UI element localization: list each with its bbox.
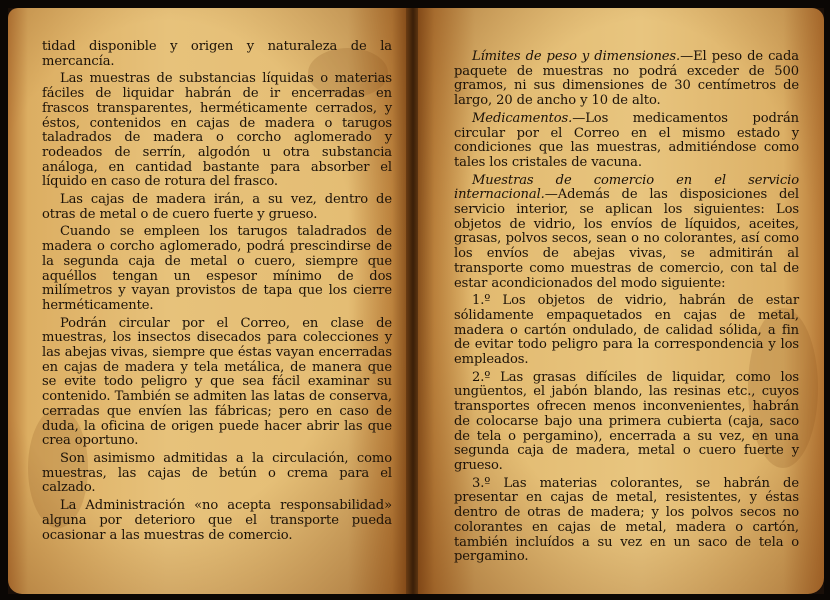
section-medicamentos	[454, 112, 799, 171]
paragraph: Cuando se empleen los tarugos taladrados de madera o corcho aglomerado, podrá prescindirse de la segunda caja de metal o cuero, siempre que aquéllos tengan un espesor mínimo de dos milímetros y vayan provistos de tapa que los cierre herméticamente.	[42, 224, 392, 313]
paragraph: tidad disponible y origen y naturaleza de la mercancía.	[42, 39, 392, 69]
right-page	[418, 8, 824, 594]
list-item: 2.º Las grasas difíciles de liquidar, como los ungüentos, el jabón blando, las resinas etc., cuyos transportes ofrecen menos inconvenientes, habrán de colocarse bajo una primera cubierta (caja, saco de tela o pergamino), encerrada a su vez, en una segunda caja de madera, metal o cuero fuerte y grueso.	[454, 369, 799, 473]
list-item: 3.º Las materias colorantes, se habrán de presentar en cajas de metal, resistentes, y éstas dentro de otras de madera; y los polvos secos no colorantes en cajas de metal, madera o cartón, también incluídos a su vez en un saco de tela o pergamino.	[454, 475, 799, 565]
left-page	[8, 8, 408, 594]
paragraph: Las muestras de substancias líquidas o materias fáciles de liquidar habrán de ir encerradas en frascos transparentes, herméticamente cerrados, y éstos, contenidos en cajas de madera o tarugos taladrados de madera o corcho aglomerado y rodeados de serrín, algodón u otra substancia análoga, en cantidad bastante para absorber el líquido en caso de rotura del frasco.	[42, 71, 392, 190]
section-heading: Muestras de comercio en el servicio internacional.	[454, 172, 799, 203]
section-muestras	[454, 174, 799, 292]
paragraph: Podrán circular por el Correo, en clase de muestras, los insectos disecados para colecciones y las abejas vivas, siempre que éstas vayan encerradas en cajas de madera y tela metálica, de manera que se evite todo peligro y que sea fácil examinar su contenido. También se admiten las latas de conserva, cerradas que envíen las fábricas; pero en caso de duda, la oficina de origen puede hacer abrir las que crea oportuno.	[42, 315, 392, 449]
paragraph: La Administración «no acepta responsabilidad» alguna por deterioro que el transporte pueda ocasionar a las muestras de comercio.	[42, 498, 392, 543]
section-body: —Los medicamentos podrán circular por el Correo en el mismo estado y condiciones que las muestras, admitiéndose como tales los cristales de vacuna.	[454, 110, 799, 170]
list-item: 1.º Los objetos de vidrio, habrán de estar sólidamente empaquetados en cajas de metal, madera o cartón ondulado, de calidad sólida, a fin de evitar todo peligro para la correspondencia y los empleados.	[454, 293, 799, 368]
open-book-spread	[8, 8, 824, 594]
left-page-text	[42, 40, 392, 546]
section-body: —El peso de cada paquete de muestras no podrá exceder de 500 gramos, ni sus dimensiones de 30 centímetros de largo, 20 de ancho y 10 de alto.	[454, 49, 799, 109]
section-heading: Medicamentos.	[472, 110, 573, 126]
section-limits	[454, 50, 799, 109]
right-page-text	[454, 50, 799, 568]
section-heading: Límites de peso y dimensiones.	[472, 49, 681, 64]
paragraph: Las cajas de madera irán, a su vez, dentro de otras de metal o de cuero fuerte y grueso.	[42, 192, 392, 222]
paragraph: Son asimismo admitidas a la circulación, como muestras, las cajas de betún o crema para el calzado.	[42, 450, 392, 496]
section-body: —Además de las disposiciones del servicio interior, se aplican los siguientes: Los objetos de vidrio, los envíos de líquidos, aceites, grasas, polvos secos, sean o no colorantes, así como los envíos de abejas vivas, se admitirán al transporte como muestras de comercio, con tal de estar acondicionados del modo siguiente:	[454, 187, 799, 291]
